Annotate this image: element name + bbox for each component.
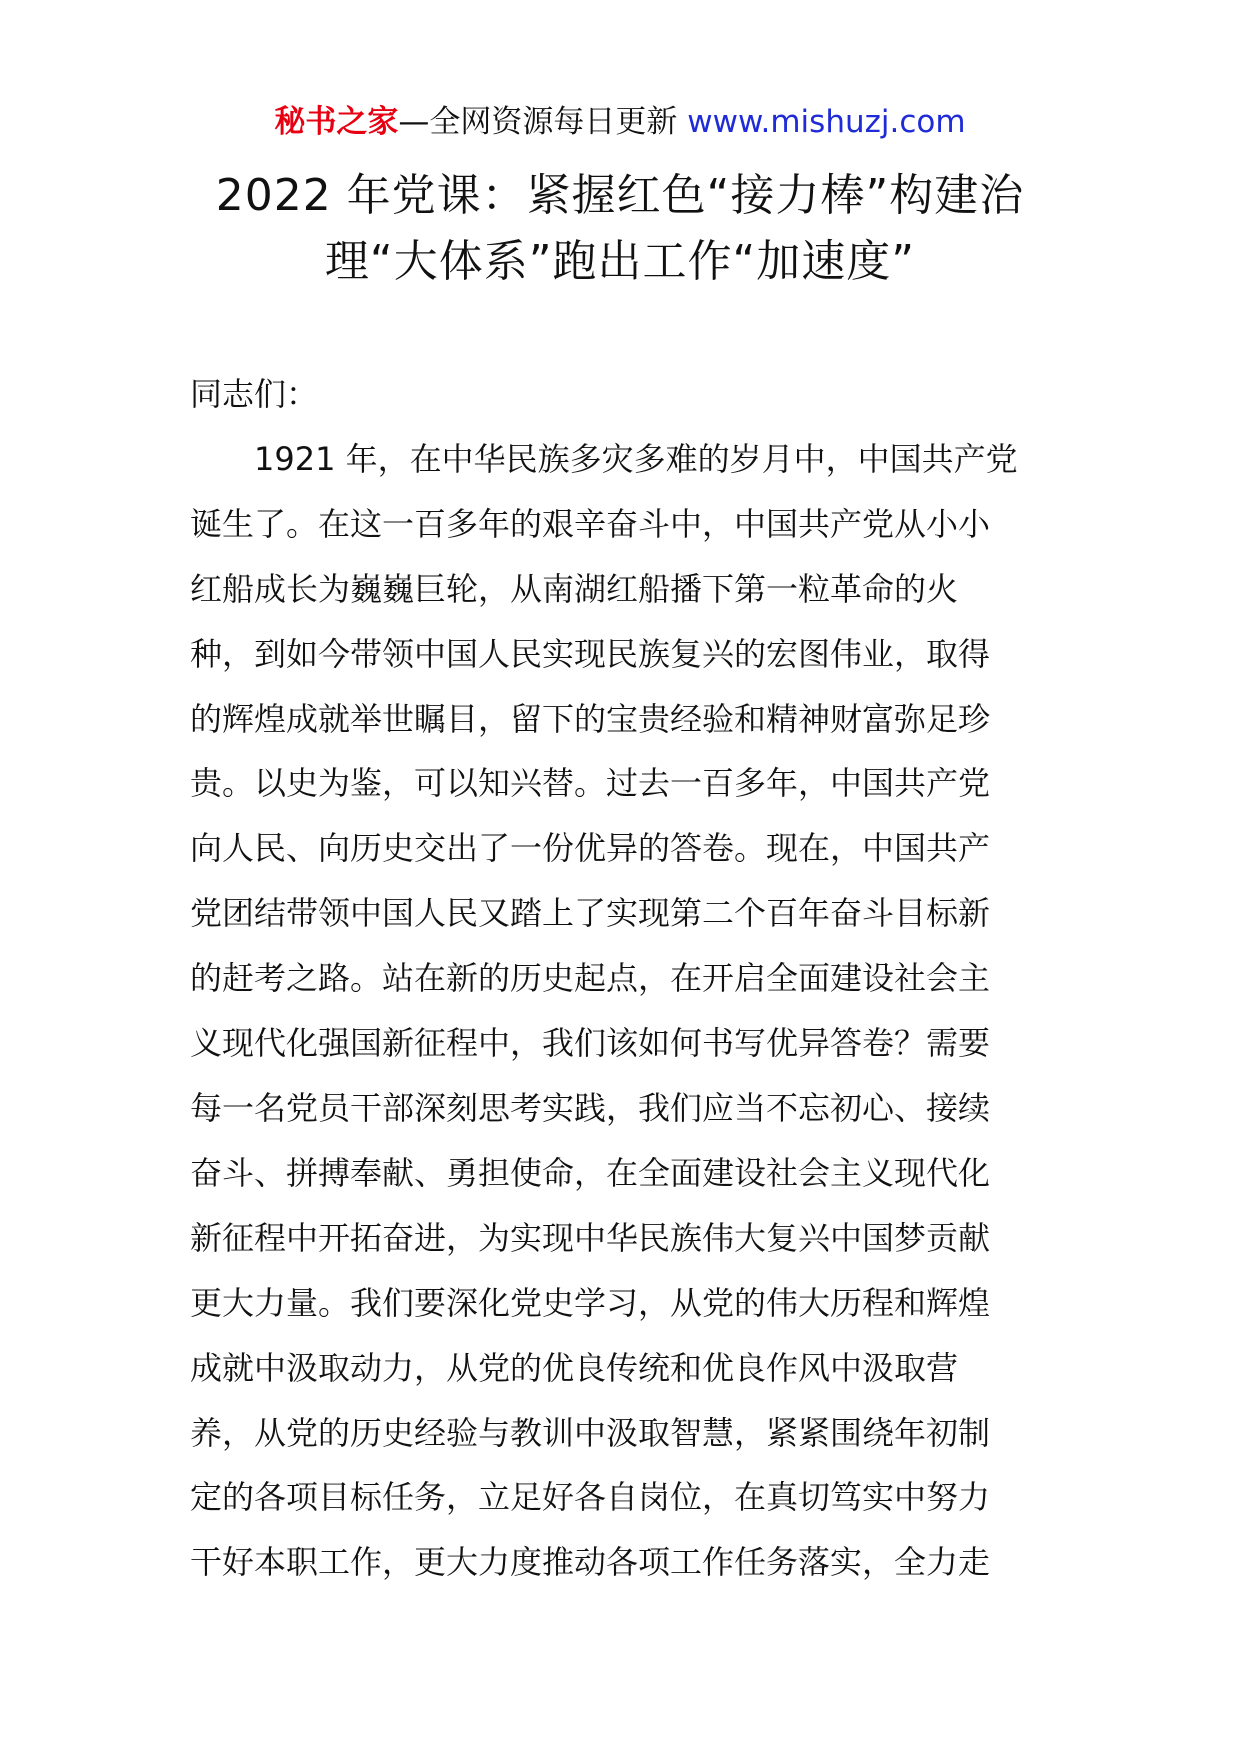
site-url-link[interactable]: www.mishuzj.com: [687, 104, 966, 140]
paragraph-line: 党团结带领中国人民又踏上了实现第二个百年奋斗目标新: [190, 894, 991, 933]
paragraph-line: 红船成长为巍巍巨轮，从南湖红船播下第一粒革命的火: [190, 569, 959, 608]
title-line-1: 2022 年党课：紧握红色“接力棒”构建治: [215, 170, 1025, 221]
site-header: [0, 100, 1240, 144]
paragraph-line: 干好本职工作，更大力度推动各项工作任务落实，全力走: [190, 1543, 991, 1582]
paragraph-line: 种，到如今带领中国人民实现民族复兴的宏图伟业，取得: [190, 634, 991, 673]
greeting: 同志们：: [190, 375, 319, 413]
document-title: [150, 163, 1090, 295]
paragraph-line: 贵。以史为鉴，可以知兴替。过去一百多年，中国共产党: [190, 764, 991, 803]
paragraph-line: 奋斗、拼搏奉献、勇担使命，在全面建设社会主义现代化: [190, 1153, 991, 1192]
paragraph-line: 定的各项目标任务，立足好各自岗位，在真切笃实中努力: [190, 1478, 991, 1517]
paragraph-line: 养，从党的历史经验与教训中汲取智慧，紧紧围绕年初制: [190, 1413, 991, 1452]
paragraph-line: 更大力量。我们要深化党史学习，从党的伟大历程和辉煌: [190, 1283, 991, 1322]
title-line-2: 理“大体系”跑出工作“加速度”: [324, 236, 916, 287]
site-brand: 秘书之家: [274, 104, 399, 140]
document-body: [190, 362, 1070, 1595]
site-tagline: —全网资源每日更新: [398, 104, 678, 140]
paragraph-line: 义现代化强国新征程中，我们该如何书写优异答卷？需要: [190, 1024, 991, 1063]
paragraph-line: 新征程中开拓奋进，为实现中华民族伟大复兴中国梦贡献: [190, 1218, 991, 1257]
paragraph-line: 成就中汲取动力，从党的优良传统和优良作风中汲取营: [190, 1348, 959, 1387]
paragraph-line: 向人民、向历史交出了一份优异的答卷。现在，中国共产: [190, 829, 991, 868]
paragraph-line: 的辉煌成就举世瞩目，留下的宝贵经验和精神财富弥足珍: [190, 699, 991, 738]
paragraph-line: 1921 年，在中华民族多灾多难的岁月中，中国共产党: [190, 439, 1018, 478]
paragraph-line: 诞生了。在这一百多年的艰辛奋斗中，中国共产党从小小: [190, 504, 991, 543]
paragraph-line: 的赶考之路。站在新的历史起点，在开启全面建设社会主: [190, 959, 991, 998]
paragraph-line: 每一名党员干部深刻思考实践，我们应当不忘初心、接续: [190, 1088, 991, 1127]
